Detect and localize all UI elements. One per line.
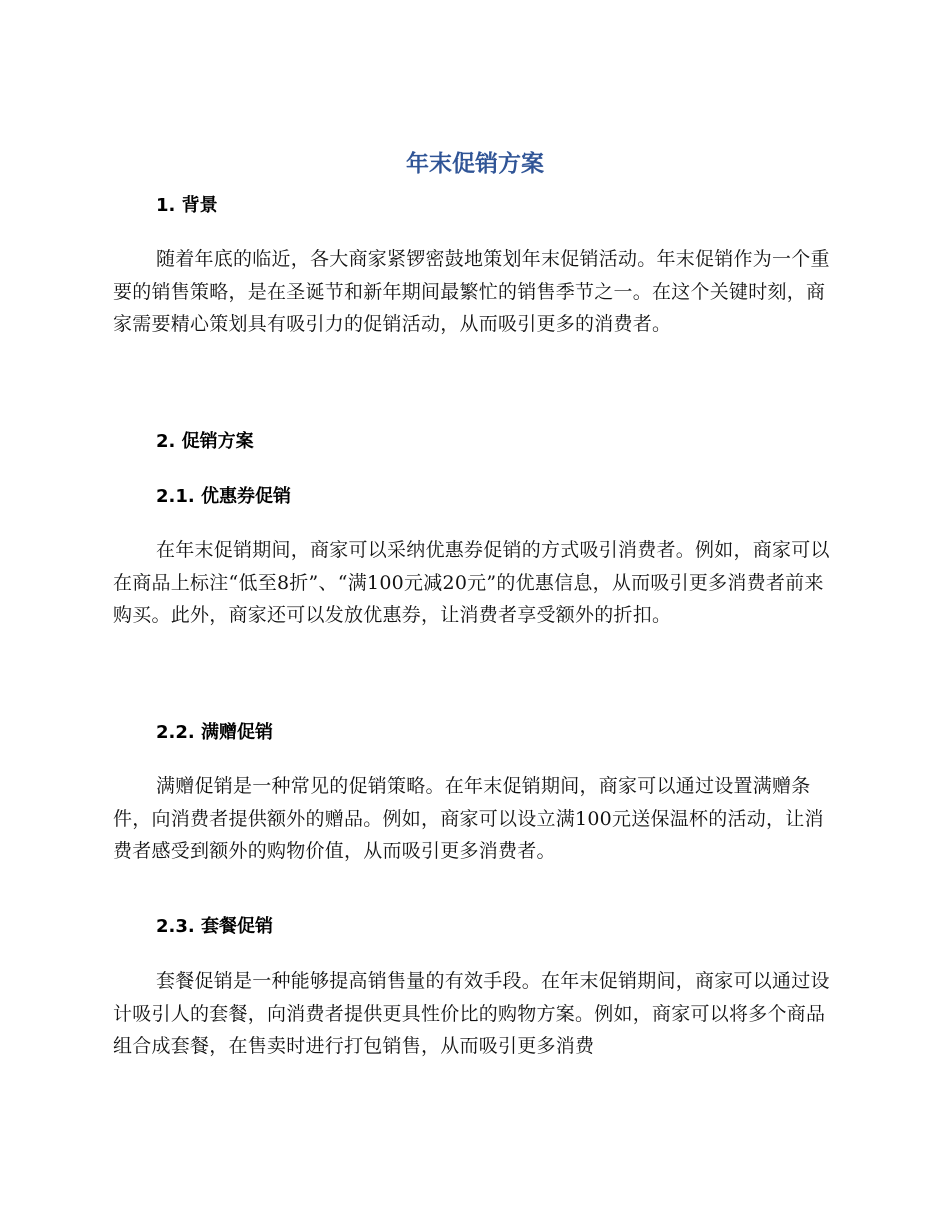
- section-paragraph-gift-promotion: 满赠促销是一种常见的促销策略。在年末促销期间，商家可以通过设置满赠条件，向消费者提供额外的赠品。例如，商家可以设立满100元送保温杯的活动，让消费者感受到额外的购物价值，从而吸引更多消费者。: [113, 775, 824, 863]
- section-heading-coupon-promotion: 2.1. 优惠券促销: [156, 486, 291, 507]
- section-paragraph-background: 随着年底的临近，各大商家紧锣密鼓地策划年末促销活动。年末促销作为一个重要的销售策略，是在圣诞节和新年期间最繁忙的销售季节之一。在这个关键时刻，商家需要精心策划具有吸引力的促销活动，从而吸引更多的消费者。: [113, 248, 830, 336]
- section-heading-gift-promotion: 2.2. 满赠促销: [156, 722, 273, 743]
- section-heading-package-promotion: 2.3. 套餐促销: [156, 916, 273, 937]
- section-heading-background: 1. 背景: [156, 195, 218, 216]
- section-paragraph-coupon-promotion: 在年末促销期间，商家可以采纳优惠券促销的方式吸引消费者。例如，商家可以在商品上标注“低至8折”、“满100元减20元”的优惠信息，从而吸引更多消费者前来购买。此外，商家还可以发放优惠券，让消费者享受额外的折扣。: [113, 539, 830, 627]
- section-paragraph-package-promotion: 套餐促销是一种能够提高销售量的有效手段。在年末促销期间，商家可以通过设计吸引人的套餐，向消费者提供更具性价比的购物方案。例如，商家可以将多个商品组合成套餐，在售卖时进行打包销售，从而吸引更多消费: [113, 970, 830, 1058]
- document-title: 年末促销方案: [406, 151, 544, 177]
- section-heading-promotion-plan: 2. 促销方案: [156, 431, 254, 452]
